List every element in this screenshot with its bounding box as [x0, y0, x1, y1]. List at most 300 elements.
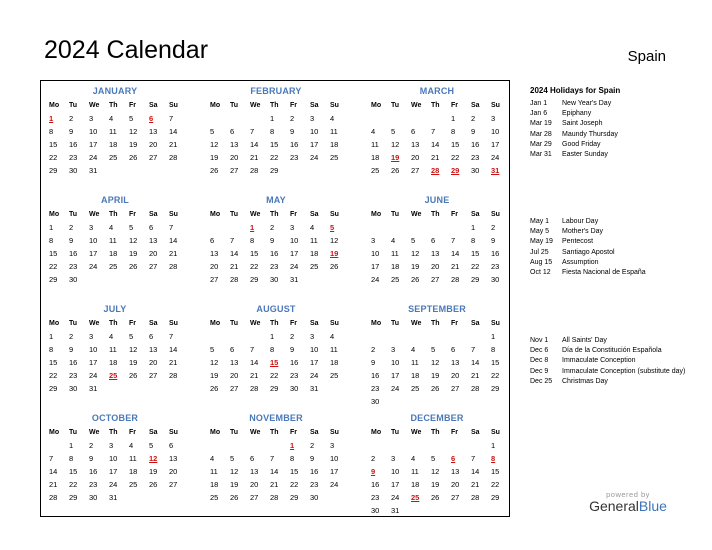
day-cell: 4 [371, 127, 376, 136]
day-cell: 10 [89, 345, 98, 354]
weekday-label: Tu [391, 102, 400, 109]
day-cell: 4 [330, 114, 335, 123]
empty-cell [145, 164, 165, 177]
day-cell: 19 [149, 467, 158, 476]
holiday-item [530, 268, 700, 278]
day-cell: 21 [169, 358, 178, 367]
week-row [367, 356, 507, 369]
day-cell: 9 [310, 454, 315, 463]
month-september [367, 301, 507, 408]
day-cell: 19 [431, 371, 440, 380]
day-cell: 26 [129, 153, 138, 162]
holiday-date: Dec 9 [530, 367, 549, 375]
weekday-label: We [250, 429, 261, 436]
weekday-label: We [89, 211, 100, 218]
weekday-label: Fr [129, 320, 136, 327]
day-cell: 20 [451, 371, 460, 380]
day-cell: 20 [230, 371, 239, 380]
holiday-name: Labour Day [562, 218, 599, 225]
day-cell: 4 [129, 441, 134, 450]
day-cell: 21 [250, 371, 259, 380]
week-row [45, 138, 185, 151]
country-label: Spain [627, 48, 666, 65]
day-cell: 23 [69, 153, 78, 162]
day-cell: 18 [330, 140, 339, 149]
day-cell: 16 [371, 371, 380, 380]
empty-cell [387, 221, 407, 234]
empty-cell [487, 504, 507, 517]
empty-cell [105, 382, 125, 395]
empty-cell [85, 273, 105, 286]
holiday-name: Christmas Day [562, 377, 608, 385]
day-cell: 10 [89, 127, 98, 136]
holiday-item [530, 248, 700, 258]
day-cell: 18 [310, 249, 319, 258]
holiday-name: Immaculate Conception [562, 357, 636, 365]
day-cell: 13 [451, 467, 460, 476]
day-cell: 20 [149, 140, 158, 149]
day-cell: 11 [109, 345, 117, 354]
day-cell: 3 [89, 332, 94, 341]
holiday-item [530, 377, 700, 387]
day-cell: 6 [210, 236, 215, 245]
day-cell: 13 [149, 127, 158, 136]
day-cell: 4 [109, 114, 114, 123]
day-cell: 22 [250, 262, 259, 271]
day-cell: 16 [290, 358, 299, 367]
day-cell: 19 [210, 153, 219, 162]
weekday-label: Sa [149, 429, 158, 436]
day-cell: 28 [471, 493, 480, 502]
holiday-name: Mother's Day [562, 228, 604, 236]
weekday-label: Fr [451, 211, 458, 218]
day-cell: 12 [210, 140, 219, 149]
day-cell: 31 [290, 275, 299, 284]
week-row [45, 164, 185, 177]
weekday-label: We [250, 211, 261, 218]
holiday-day: 25 [411, 493, 420, 502]
empty-cell [206, 221, 226, 234]
holiday-date: Oct 12 [530, 269, 551, 277]
day-cell: 16 [270, 249, 279, 258]
day-cell: 4 [210, 454, 215, 463]
day-cell: 26 [210, 384, 219, 393]
week-row [206, 491, 346, 504]
day-cell: 28 [451, 275, 460, 284]
empty-cell [326, 164, 346, 177]
day-cell: 25 [210, 493, 219, 502]
day-cell: 11 [109, 127, 117, 136]
day-cell: 14 [471, 358, 480, 367]
day-cell: 3 [391, 345, 396, 354]
day-cell: 30 [310, 493, 319, 502]
weekday-label: Sa [310, 320, 319, 327]
holiday-date: Mar 28 [530, 130, 552, 138]
day-cell: 11 [310, 236, 318, 245]
holiday-item [530, 140, 700, 150]
weekday-label: Mo [49, 429, 60, 436]
day-cell: 17 [109, 467, 118, 476]
day-cell: 24 [89, 371, 98, 380]
day-cell: 18 [411, 371, 420, 380]
day-cell: 8 [270, 127, 275, 136]
weekday-label: Th [270, 320, 279, 327]
weekday-label: Tu [391, 211, 400, 218]
day-cell: 11 [411, 467, 419, 476]
day-cell: 14 [270, 467, 279, 476]
day-cell: 3 [330, 441, 335, 450]
day-cell: 19 [411, 262, 420, 271]
holiday-item [530, 367, 700, 377]
day-cell: 29 [491, 493, 500, 502]
weekday-label: Th [431, 102, 440, 109]
day-cell: 30 [491, 275, 500, 284]
day-cell: 25 [371, 166, 380, 175]
week-row [367, 395, 507, 408]
weekday-label: Su [169, 429, 178, 436]
week-row [367, 112, 507, 125]
month-june [367, 192, 507, 286]
holiday-name: New Year's Day [562, 100, 612, 107]
day-cell: 11 [411, 358, 419, 367]
day-cell: 15 [451, 140, 460, 149]
day-cell: 24 [89, 262, 98, 271]
day-cell: 17 [89, 140, 98, 149]
day-cell: 22 [69, 480, 78, 489]
day-cell: 15 [491, 358, 500, 367]
day-cell: 22 [49, 262, 58, 271]
empty-cell [326, 382, 346, 395]
week-row [206, 452, 346, 465]
day-cell: 12 [129, 345, 138, 354]
day-cell: 8 [49, 127, 54, 136]
empty-cell [286, 164, 306, 177]
day-cell: 29 [49, 384, 58, 393]
weekday-label: Mo [371, 320, 382, 327]
holiday-name: Assumption [562, 258, 599, 266]
month-name: JULY [103, 304, 127, 314]
week-row [367, 164, 507, 177]
day-cell: 12 [330, 236, 339, 245]
day-cell: 8 [451, 127, 456, 136]
empty-cell [407, 221, 427, 234]
day-cell: 26 [129, 262, 138, 271]
day-cell: 25 [391, 275, 400, 284]
day-cell: 18 [371, 153, 380, 162]
day-cell: 19 [210, 371, 219, 380]
day-cell: 3 [310, 114, 315, 123]
day-cell: 15 [491, 467, 500, 476]
day-cell: 14 [250, 358, 259, 367]
day-cell: 7 [270, 454, 275, 463]
day-cell: 23 [270, 262, 279, 271]
day-cell: 23 [69, 371, 78, 380]
day-cell: 17 [89, 249, 98, 258]
day-cell: 23 [371, 493, 380, 502]
day-cell: 9 [69, 127, 74, 136]
day-cell: 19 [129, 140, 138, 149]
day-cell: 6 [230, 127, 235, 136]
holiday-name: Saint Joseph [562, 120, 603, 128]
day-cell: 7 [49, 454, 54, 463]
holiday-name: Pentecost [562, 238, 594, 246]
day-cell: 17 [391, 480, 400, 489]
day-cell: 22 [491, 371, 500, 380]
day-cell: 11 [129, 454, 137, 463]
weekday-label: Su [330, 429, 339, 436]
day-cell: 8 [290, 454, 295, 463]
day-cell: 18 [391, 262, 400, 271]
day-cell: 11 [330, 345, 338, 354]
day-cell: 10 [391, 467, 400, 476]
day-cell: 9 [69, 236, 74, 245]
week-row [206, 382, 346, 395]
day-cell: 17 [89, 358, 98, 367]
day-cell: 10 [391, 358, 400, 367]
empty-cell [447, 395, 467, 408]
weekday-label: Th [431, 429, 440, 436]
day-cell: 20 [149, 249, 158, 258]
day-cell: 16 [371, 480, 380, 489]
day-cell: 21 [230, 262, 239, 271]
day-cell: 2 [69, 332, 74, 341]
day-cell: 11 [371, 140, 379, 149]
weekday-header [45, 317, 185, 330]
day-cell: 4 [330, 332, 335, 341]
day-cell: 24 [89, 153, 98, 162]
day-cell: 8 [49, 236, 54, 245]
day-cell: 9 [89, 454, 94, 463]
day-cell: 19 [230, 480, 239, 489]
day-cell: 6 [431, 236, 436, 245]
empty-cell [367, 112, 387, 125]
day-cell: 21 [49, 480, 58, 489]
day-cell: 2 [371, 454, 376, 463]
day-cell: 23 [471, 153, 480, 162]
day-cell: 1 [491, 441, 496, 450]
day-cell: 26 [230, 493, 239, 502]
holiday-day: 31 [491, 166, 500, 175]
holiday-day: 19 [330, 249, 339, 258]
weekday-label: Th [270, 429, 279, 436]
weekday-header [206, 317, 346, 330]
day-cell: 20 [431, 262, 440, 271]
weekday-label: We [89, 320, 100, 327]
day-cell: 2 [69, 223, 74, 232]
day-cell: 3 [371, 236, 376, 245]
month-november [206, 410, 346, 504]
empty-cell [206, 112, 226, 125]
day-cell: 31 [109, 493, 118, 502]
day-cell: 30 [471, 166, 480, 175]
holiday-name: Fiesta Nacional de España [562, 269, 646, 277]
empty-cell [125, 273, 145, 286]
day-cell: 28 [471, 384, 480, 393]
empty-cell [306, 273, 326, 286]
day-cell: 11 [109, 236, 117, 245]
day-cell: 16 [69, 140, 78, 149]
month-january [45, 83, 185, 177]
week-row [45, 330, 185, 343]
day-cell: 22 [451, 153, 460, 162]
day-cell: 15 [49, 358, 58, 367]
empty-cell [45, 439, 65, 452]
day-cell: 30 [89, 493, 98, 502]
day-cell: 20 [169, 467, 178, 476]
month-august [206, 301, 346, 395]
day-cell: 8 [49, 345, 54, 354]
day-cell: 29 [471, 275, 480, 284]
empty-cell [145, 382, 165, 395]
day-cell: 2 [290, 332, 295, 341]
day-cell: 14 [230, 249, 239, 258]
day-cell: 26 [431, 493, 440, 502]
month-name: FEBRUARY [250, 86, 302, 96]
week-row [45, 356, 185, 369]
weekday-label: Sa [471, 429, 480, 436]
week-row [367, 138, 507, 151]
day-cell: 25 [310, 262, 319, 271]
day-cell: 7 [471, 454, 476, 463]
weekday-header [206, 426, 346, 439]
day-cell: 16 [471, 140, 480, 149]
day-cell: 6 [149, 223, 154, 232]
empty-cell [387, 439, 407, 452]
weekday-label: We [411, 211, 422, 218]
empty-cell [447, 330, 467, 343]
day-cell: 20 [451, 480, 460, 489]
holiday-day: 1 [250, 223, 255, 232]
day-cell: 5 [230, 454, 235, 463]
weekday-label: Th [270, 102, 279, 109]
day-cell: 18 [210, 480, 219, 489]
day-cell: 21 [270, 480, 279, 489]
weekday-label: Su [491, 320, 500, 327]
day-cell: 23 [310, 480, 319, 489]
holiday-date: Dec 6 [530, 347, 549, 355]
week-row [206, 439, 346, 452]
weekday-label: Sa [149, 320, 158, 327]
weekday-label: Fr [451, 320, 458, 327]
weekday-label: Mo [371, 429, 382, 436]
empty-cell [407, 112, 427, 125]
week-row [45, 151, 185, 164]
weekday-label: Su [491, 429, 500, 436]
month-name: AUGUST [256, 304, 296, 314]
day-cell: 20 [250, 480, 259, 489]
week-row [206, 234, 346, 247]
day-cell: 10 [330, 454, 339, 463]
day-cell: 23 [491, 262, 500, 271]
day-cell: 14 [451, 249, 460, 258]
day-cell: 12 [431, 358, 440, 367]
day-cell: 1 [451, 114, 456, 123]
weekday-label: Sa [471, 102, 480, 109]
empty-cell [165, 164, 185, 177]
day-cell: 5 [149, 441, 154, 450]
holiday-item [530, 346, 700, 356]
day-cell: 24 [290, 262, 299, 271]
day-cell: 27 [411, 166, 420, 175]
day-cell: 17 [391, 371, 400, 380]
week-row [45, 112, 185, 125]
weekday-label: Mo [210, 211, 221, 218]
weekday-label: Sa [149, 211, 158, 218]
day-cell: 21 [250, 153, 259, 162]
day-cell: 11 [330, 127, 338, 136]
empty-cell [125, 382, 145, 395]
weekday-label: Fr [451, 429, 458, 436]
day-cell: 7 [431, 127, 436, 136]
weekday-label: Mo [210, 320, 221, 327]
week-row [206, 465, 346, 478]
day-cell: 3 [89, 114, 94, 123]
holiday-item [530, 336, 700, 346]
holiday-item [530, 150, 700, 160]
weekday-label: Th [109, 211, 118, 218]
empty-cell [387, 395, 407, 408]
day-cell: 14 [169, 236, 178, 245]
brand-name-part2: Blue [638, 498, 667, 514]
day-cell: 14 [431, 140, 440, 149]
day-cell: 8 [491, 345, 496, 354]
month-name: JUNE [424, 195, 450, 205]
day-cell: 18 [109, 140, 118, 149]
day-cell: 23 [371, 384, 380, 393]
holiday-date: Mar 19 [530, 120, 552, 128]
day-cell: 28 [169, 153, 178, 162]
month-name: SEPTEMBER [408, 304, 466, 314]
week-row [45, 478, 185, 491]
holiday-day: 29 [451, 166, 460, 175]
day-cell: 22 [49, 371, 58, 380]
day-cell: 28 [250, 166, 259, 175]
week-row [45, 439, 185, 452]
day-cell: 21 [431, 153, 440, 162]
day-cell: 25 [411, 384, 420, 393]
holiday-name: Epiphany [562, 110, 592, 118]
day-cell: 7 [451, 236, 456, 245]
day-cell: 16 [89, 467, 98, 476]
page-title: 2024 Calendar [44, 36, 209, 64]
week-row [45, 343, 185, 356]
month-march [367, 83, 507, 177]
day-cell: 6 [411, 127, 416, 136]
day-cell: 24 [371, 275, 380, 284]
holiday-item [530, 227, 700, 237]
day-cell: 18 [411, 480, 420, 489]
empty-cell [447, 221, 467, 234]
week-row [367, 452, 507, 465]
day-cell: 31 [89, 166, 98, 175]
day-cell: 11 [391, 249, 399, 258]
day-cell: 13 [411, 140, 420, 149]
weekday-label: We [89, 102, 100, 109]
day-cell: 2 [471, 114, 476, 123]
weekday-label: We [411, 429, 422, 436]
day-cell: 21 [169, 140, 178, 149]
week-row [206, 260, 346, 273]
empty-cell [367, 330, 387, 343]
day-cell: 23 [290, 371, 299, 380]
day-cell: 19 [129, 358, 138, 367]
day-cell: 6 [250, 454, 255, 463]
empty-cell [306, 164, 326, 177]
holiday-day: 28 [431, 166, 440, 175]
day-cell: 14 [471, 467, 480, 476]
powered-by-text: powered by [606, 490, 650, 499]
day-cell: 12 [391, 140, 400, 149]
